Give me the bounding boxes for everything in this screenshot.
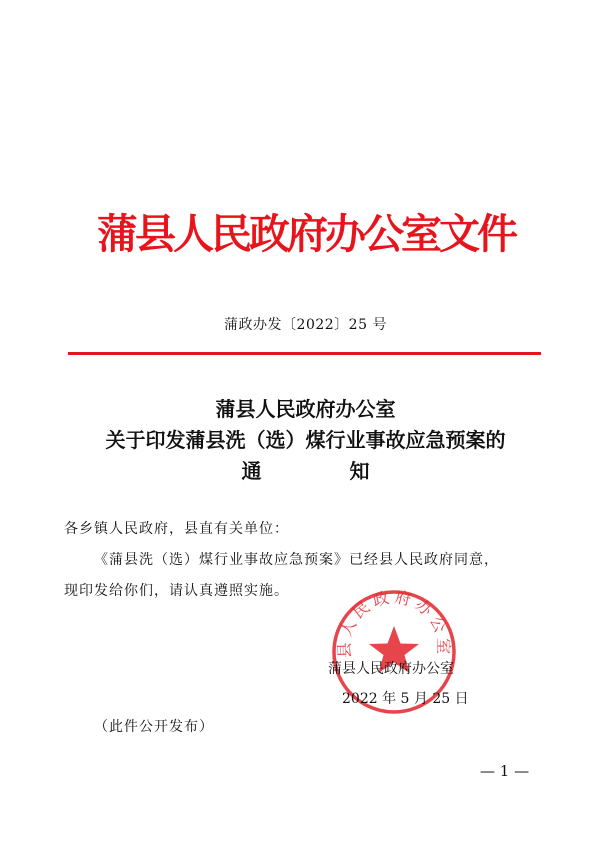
notice-title-char-zhi: 知 (349, 459, 370, 483)
salutation: 各乡镇人民政府，县直有关单位： (64, 521, 289, 537)
red-divider-line (68, 352, 541, 355)
body-paragraph-line-1: 《蒲县洗（选）煤行业事故应急预案》已经县人民政府同意， (94, 552, 499, 568)
publish-note: （此件公开发布） (94, 719, 214, 735)
seal-text: 县人民政府办公室 (334, 588, 454, 659)
document-header-title: 蒲县人民政府办公室文件 (97, 210, 515, 258)
notice-title-char-tong: 通 (241, 459, 262, 483)
signature-org: 蒲县人民政府办公室 (328, 661, 454, 677)
notice-title-line-3 (0, 456, 611, 487)
signature-date: 2022 年 5 月 25 日 (342, 691, 469, 707)
notice-title-line-1: 蒲县人民政府办公室 (215, 397, 396, 421)
document-number: 蒲政办发〔2022〕25 号 (224, 317, 387, 333)
page-number: — 1 — (480, 762, 530, 780)
notice-title-line-2: 关于印发蒲县洗（选）煤行业事故应急预案的 (105, 428, 506, 452)
notice-title (0, 394, 611, 487)
body-paragraph-line-2: 现印发给你们，请认真遵照实施。 (64, 583, 289, 599)
